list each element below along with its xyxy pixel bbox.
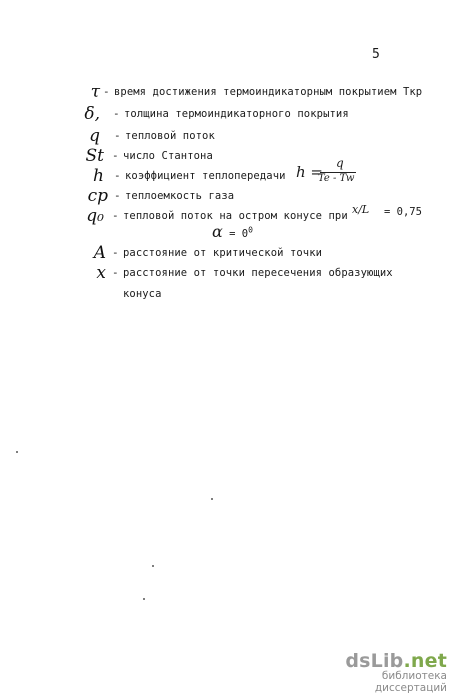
degree-mark: 0 xyxy=(248,225,253,235)
scan-speck xyxy=(16,451,18,453)
definition-continuation: конуса xyxy=(123,288,162,300)
scan-speck xyxy=(143,598,145,600)
symbol-x: x xyxy=(96,263,106,283)
definition-text: тепловой поток xyxy=(125,130,215,142)
definition-row xyxy=(0,243,450,263)
definition-row xyxy=(0,146,450,166)
alpha-symbol: α xyxy=(212,222,223,241)
heat-transfer-formula xyxy=(296,156,360,190)
definition-row xyxy=(0,126,450,146)
brand-name-tld: .net xyxy=(403,650,447,672)
definition-row xyxy=(0,104,450,124)
definition-row xyxy=(0,263,450,283)
definition-text: коэффициент теплопередачи xyxy=(125,170,286,182)
brand-logo xyxy=(307,650,447,672)
symbol-tau: τ xyxy=(90,82,100,102)
alpha-equals: = 0 xyxy=(229,228,249,240)
symbol-cp: cp xyxy=(87,186,108,206)
definition-text: теплоемкость газа xyxy=(125,190,235,202)
definition-text: расстояние от точки пересечения образующих xyxy=(123,267,393,279)
symbol-q: q xyxy=(89,126,100,146)
formula-denominator: Te - Tw xyxy=(318,173,355,184)
ratio-value: = 0,75 xyxy=(384,206,422,218)
definition-text: толщина термоиндикаторного покрытия xyxy=(124,108,349,120)
symbol-st: St xyxy=(85,146,104,166)
definition-row xyxy=(0,186,450,206)
definition-dash: - xyxy=(112,246,119,259)
definition-dash: - xyxy=(112,149,119,162)
definition-dash: - xyxy=(112,209,119,222)
definition-row xyxy=(0,82,450,102)
definition-dash: - xyxy=(114,189,121,202)
definition-dash: - xyxy=(114,129,121,142)
definition-text: число Стантона xyxy=(123,150,213,162)
definition-continuation-row xyxy=(0,284,450,304)
definition-dash: - xyxy=(114,169,121,182)
definition-text: время достижения термоиндикаторным покрытием Ткр xyxy=(114,86,423,98)
definition-text: тепловой поток на остром конусе при xyxy=(123,210,348,222)
symbol-q0: q₀ xyxy=(86,206,104,226)
formula-numerator: q xyxy=(336,156,344,170)
brand-name-main: dsLib xyxy=(345,650,404,672)
definition-dash: - xyxy=(113,107,120,120)
definition-row xyxy=(0,166,450,186)
page-number: 5 xyxy=(372,47,380,62)
symbol-h: h xyxy=(93,166,104,186)
formula-lhs: h = xyxy=(296,163,323,181)
definition-dash: - xyxy=(112,266,119,279)
scan-speck xyxy=(211,498,213,500)
symbol-delta: δ, xyxy=(84,104,100,124)
symbol-a: A xyxy=(93,243,106,263)
dslib-watermark xyxy=(307,650,447,694)
definition-dash: - xyxy=(103,85,110,98)
ratio-expression: x/L xyxy=(352,203,370,216)
angle-condition xyxy=(212,222,253,241)
brand-tagline: библиотека диссертаций xyxy=(374,670,447,694)
scan-speck xyxy=(152,565,154,567)
definition-text: расстояние от критической точки xyxy=(123,247,323,259)
